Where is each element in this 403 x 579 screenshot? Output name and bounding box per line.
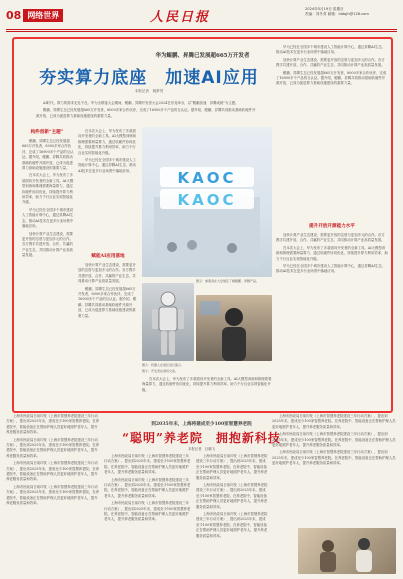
feature-byline: 本报记者 姚梦昊 [134,89,164,93]
paragraph: 上海市民政局日前印发《上海市智慧养老院建设三年行动方案》，提出到2025年末，建成至少100家智慧养老院。在养老院中，智能设备正在帮助护理人员更好地照护老年人，提升养老服务质量和效率。 [196,512,268,538]
bottom-byline: 本报记者 巨鹏飞 [187,447,216,451]
bottom-column-2 [104,454,192,574]
svg-text:KAOC: KAOC [177,169,237,187]
feature-headline: 夯实算力底座 加速AI应用 [39,68,259,88]
bottom-photo [298,528,396,574]
paragraph: 在本次大会上，华为发布了多款面向开发者的全新工具。AI大模型训练和推理需要海量算力，通过软硬件协同优化，持续提升算力利用效率，助力千行百业实现智能化升级。 [276,245,388,261]
feature-photo-main [142,127,272,277]
paragraph: 鲲鹏、昇腾生态已经发展超665万开发者，8000多家合作伙伴，完成了16900多个产品的互认证。据介绍，鲲鹏、昇腾共同推动基础软硬件开源开放，已成为促进算力基础设施建设的重要力量。 [276,70,387,86]
bottom-kicker: 到2035年末，上海将建成至少100家智慧养老院 [151,422,252,427]
paragraph: 加快计算产业生态建设，需要更开放的态度与更加多元的合作。各方携手共建开放、合作、共赢的产业生态，共同推动计算产业高质量发展。 [22,231,74,258]
paragraph: 上海市民政局日前印发《上海市智慧养老院建设三年行动方案》，提出到2025年末，建成至少100家智慧养老院。在养老院中，智能设备正在帮助护理人员更好地照护老年人，提升养老服务质量和效率。 [272,414,396,429]
bottom-column-1 [6,414,100,574]
paragraph: 加快计算产业生态建设，需要更开放的态度与更加多元的合作。各方携手共建开放、合作、共赢的产业生态，共同推动计算产业高质量发展。 [276,233,385,243]
page-number: 08 [6,8,22,22]
svg-text:KAOC: KAOC [177,191,237,209]
paragraph: 上海市民政局日前印发《上海市智慧养老院建设三年行动方案》，提出到2025年末，建成至少100家智慧养老院。在养老院中，智能设备正在帮助护理人员更好地照护老年人，提升养老服务质量和效率。 [104,454,191,475]
paragraph: 上海市民政局日前印发《上海市智慧养老院建设三年行动方案》，提出到2025年末，建成至少100家智慧养老院。在养老院中，智能设备正在帮助护理人员更好地照护老年人，提升养老服务质量和效率。 [272,450,396,466]
caption-2: 图②：机器人在展区进行演示。 [142,363,185,367]
mid-column-top [78,129,138,249]
paragraph: 上海市民政局日前印发《上海市智慧养老院建设三年行动方案》，提出到2025年末，建成至少100家智慧养老院。在养老院中，智能设备正在帮助护理人员更好地照护老年人，提升养老服务质量和效率。 [6,437,100,458]
robot-illustration [142,283,194,361]
feature-article [12,37,393,413]
page-masthead [0,0,403,30]
lead-paragraph [36,101,256,123]
feature-photo-exhibit [196,295,272,361]
masthead-rule-thin [6,31,397,32]
subhead-left: 构件创新“主题” [30,130,64,135]
subhead-right: 提升开放开源能力水平 [309,224,355,229]
paragraph: 上海市民政局日前印发《上海市智慧养老院建设三年行动方案》，提出到2025年末，建成至少100家智慧养老院。在养老院中，智能设备正在帮助护理人员更好地照护老年人，提升养老服务质量和效率。 [104,501,191,522]
paragraph: 鲲鹏、昇腾生态已经发展超665万开发者，8000多家合作伙伴，完成了16900多个产品的互认证。据介绍，鲲鹏、昇腾共同推动基础软硬件开源开放，已成为促进算力基础设施建设的重要力量。 [22,139,74,171]
masthead-date: 2024年5月19日 星期日 [305,7,344,11]
paragraph: 在本次大会上，华为发布了多款面向开发者的全新工具。AI大模型训练和推理需要海量算力，通过软硬件协同优化，持续提升算力利用效率，助力千行百业实现智能化升级。 [78,129,137,155]
masthead-rule [6,29,397,30]
care-home-illustration [298,528,396,574]
feature-photo-robot [142,283,194,361]
paragraph: 上海市民政局日前印发《上海市智慧养老院建设三年行动方案》，提出到2025年末，建成至少100家智慧养老院。在养老院中，智能设备正在帮助护理人员更好地照护老年人，提升养老服务质量和效率。 [6,484,100,506]
paragraph: 鲲鹏、昇腾生态已经发展超665万开发者，8000多家合作伙伴，完成了16900多个产品的互认证。据介绍，鲲鹏、昇腾共同推动基础软硬件开源开放，已成为促进算力基础设施建设的重要力量。 [36,108,256,118]
paragraph: 上海市民政局日前印发《上海市智慧养老院建设三年行动方案》，提出到2025年末，建成至少100家智慧养老院。在养老院中，智能设备正在帮助护理人员更好地照护老年人，提升养老服务质量和效率。 [272,432,396,448]
mid-column-bottom [78,263,138,403]
bottom-headline: “聪明”养老院 拥抱新科技 [122,431,281,445]
kaoc-sign-illustration [142,127,272,277]
paragraph: 鲲鹏、昇腾生态已经发展超665万开发者，8000多家合作伙伴，完成了16900多个产品的互认证。据介绍，鲲鹏、昇腾共同推动基础软硬件开源开放，已成为促进算力基础设施建设的重要力量。 [78,286,137,318]
newspaper-logo: 人民日报 [150,10,211,25]
caption-3: 图③：开发者在现场交流。 [142,369,179,373]
paragraph: 上海市民政局日前印发《上海市智慧养老院建设三年行动方案》，提出到2025年末，建成至少100家智慧养老院。在养老院中，智能设备正在帮助护理人员更好地照护老年人，提升养老服务质量和效率。 [6,414,100,435]
paragraph: 华为已经在全国多个城市建设人工智能计算中心，通过昇腾AI生态，推动AI技术在更多行业场景中落地应用。 [22,207,74,229]
paragraph: 华为已经在全国多个城市建设人工智能计算中心，通过昇腾AI生态，推动AI技术在更多行业场景中落地应用。 [276,264,386,274]
section-label: 网络世界 [23,9,63,22]
paragraph: 上海市民政局日前印发《上海市智慧养老院建设三年行动方案》，提出到2025年末，建成至少100家智慧养老院。在养老院中，智能设备正在帮助护理人员更好地照护老年人，提升养老服务质量和效率。 [196,483,268,509]
paragraph: 上海市民政局日前印发《上海市智慧养老院建设三年行动方案》，提出到2025年末，建成至少100家智慧养老院。在养老院中，智能设备正在帮助护理人员更好地照护老年人，提升养老服务质量和效率。 [196,454,268,480]
paragraph: 加快计算产业生态建设，需要更开放的态度与更加多元的合作。各方携手共建开放、合作、共赢的产业生态，共同推动计算产业高质量发展。 [78,263,136,284]
caption-1: 图①：参观者在大会展区了解鲲鹏、昇腾产品。 [196,279,260,283]
bottom-column-3 [196,454,268,574]
paragraph: 加快计算产业生态建设，需要更开放的态度与更加多元的合作。各方携手共建开放、合作、共赢的产业生态，共同推动计算产业高质量发展。 [276,57,385,68]
right-column-bottom [276,233,388,408]
right-column-top [276,45,388,220]
exhibit-illustration [196,295,272,361]
under-photo-text [142,377,272,407]
subhead-mid: 赋能AI应用落地 [91,254,125,259]
paragraph: 上海市民政局日前印发《上海市智慧养老院建设三年行动方案》，提出到2025年末，建成至少100家智慧养老院。在养老院中，智能设备正在帮助护理人员更好地照护老年人，提升养老服务质量和效率。 [104,477,191,498]
paragraph: 在本次大会上，华为发布了多款面向开发者的全新工具。AI大模型训练和推理需要海量算力，通过软硬件协同优化，持续提升算力利用效率，助力千行百业实现智能化升级。 [22,173,74,205]
masthead-meta [305,7,395,17]
left-column [22,139,74,401]
feature-kicker: 华为鲲鹏、昇腾已发展超665万开发者 [155,53,250,59]
paragraph: 上海市民政局日前印发《上海市智慧养老院建设三年行动方案》，提出到2025年末，建成至少100家智慧养老院。在养老院中，智能设备正在帮助护理人员更好地照护老年人，提升养老服务质量和效率。 [6,461,100,482]
paragraph: 华为已经在全国多个城市建设人工智能计算中心，通过昇腾AI生态，推动AI技术在更多行业场景中落地应用。 [78,158,137,173]
masthead-editor: 责编：刘冬青 邮箱：lddqjh@126.com [305,12,369,16]
paragraph: 在本次大会上，华为发布了多款面向开发者的全新工具。AI大模型训练和推理需要海量算力，通过软硬件协同优化，持续提升算力利用效率，助力千行百业实现智能化升级。 [142,377,272,392]
paragraph: AI时代，算力的需求无处不在。华为全联接大会期间，鲲鹏、昇腾开发者大会2024在东莞举办，以“鲲鹏加速 昇腾成就”为主题。 [43,101,239,105]
paragraph: 华为已经在全国多个城市建设人工智能计算中心，通过昇腾AI生态，推动AI技术在更多行业场景中落地应用。 [276,45,386,55]
bottom-column-4 [272,414,396,526]
